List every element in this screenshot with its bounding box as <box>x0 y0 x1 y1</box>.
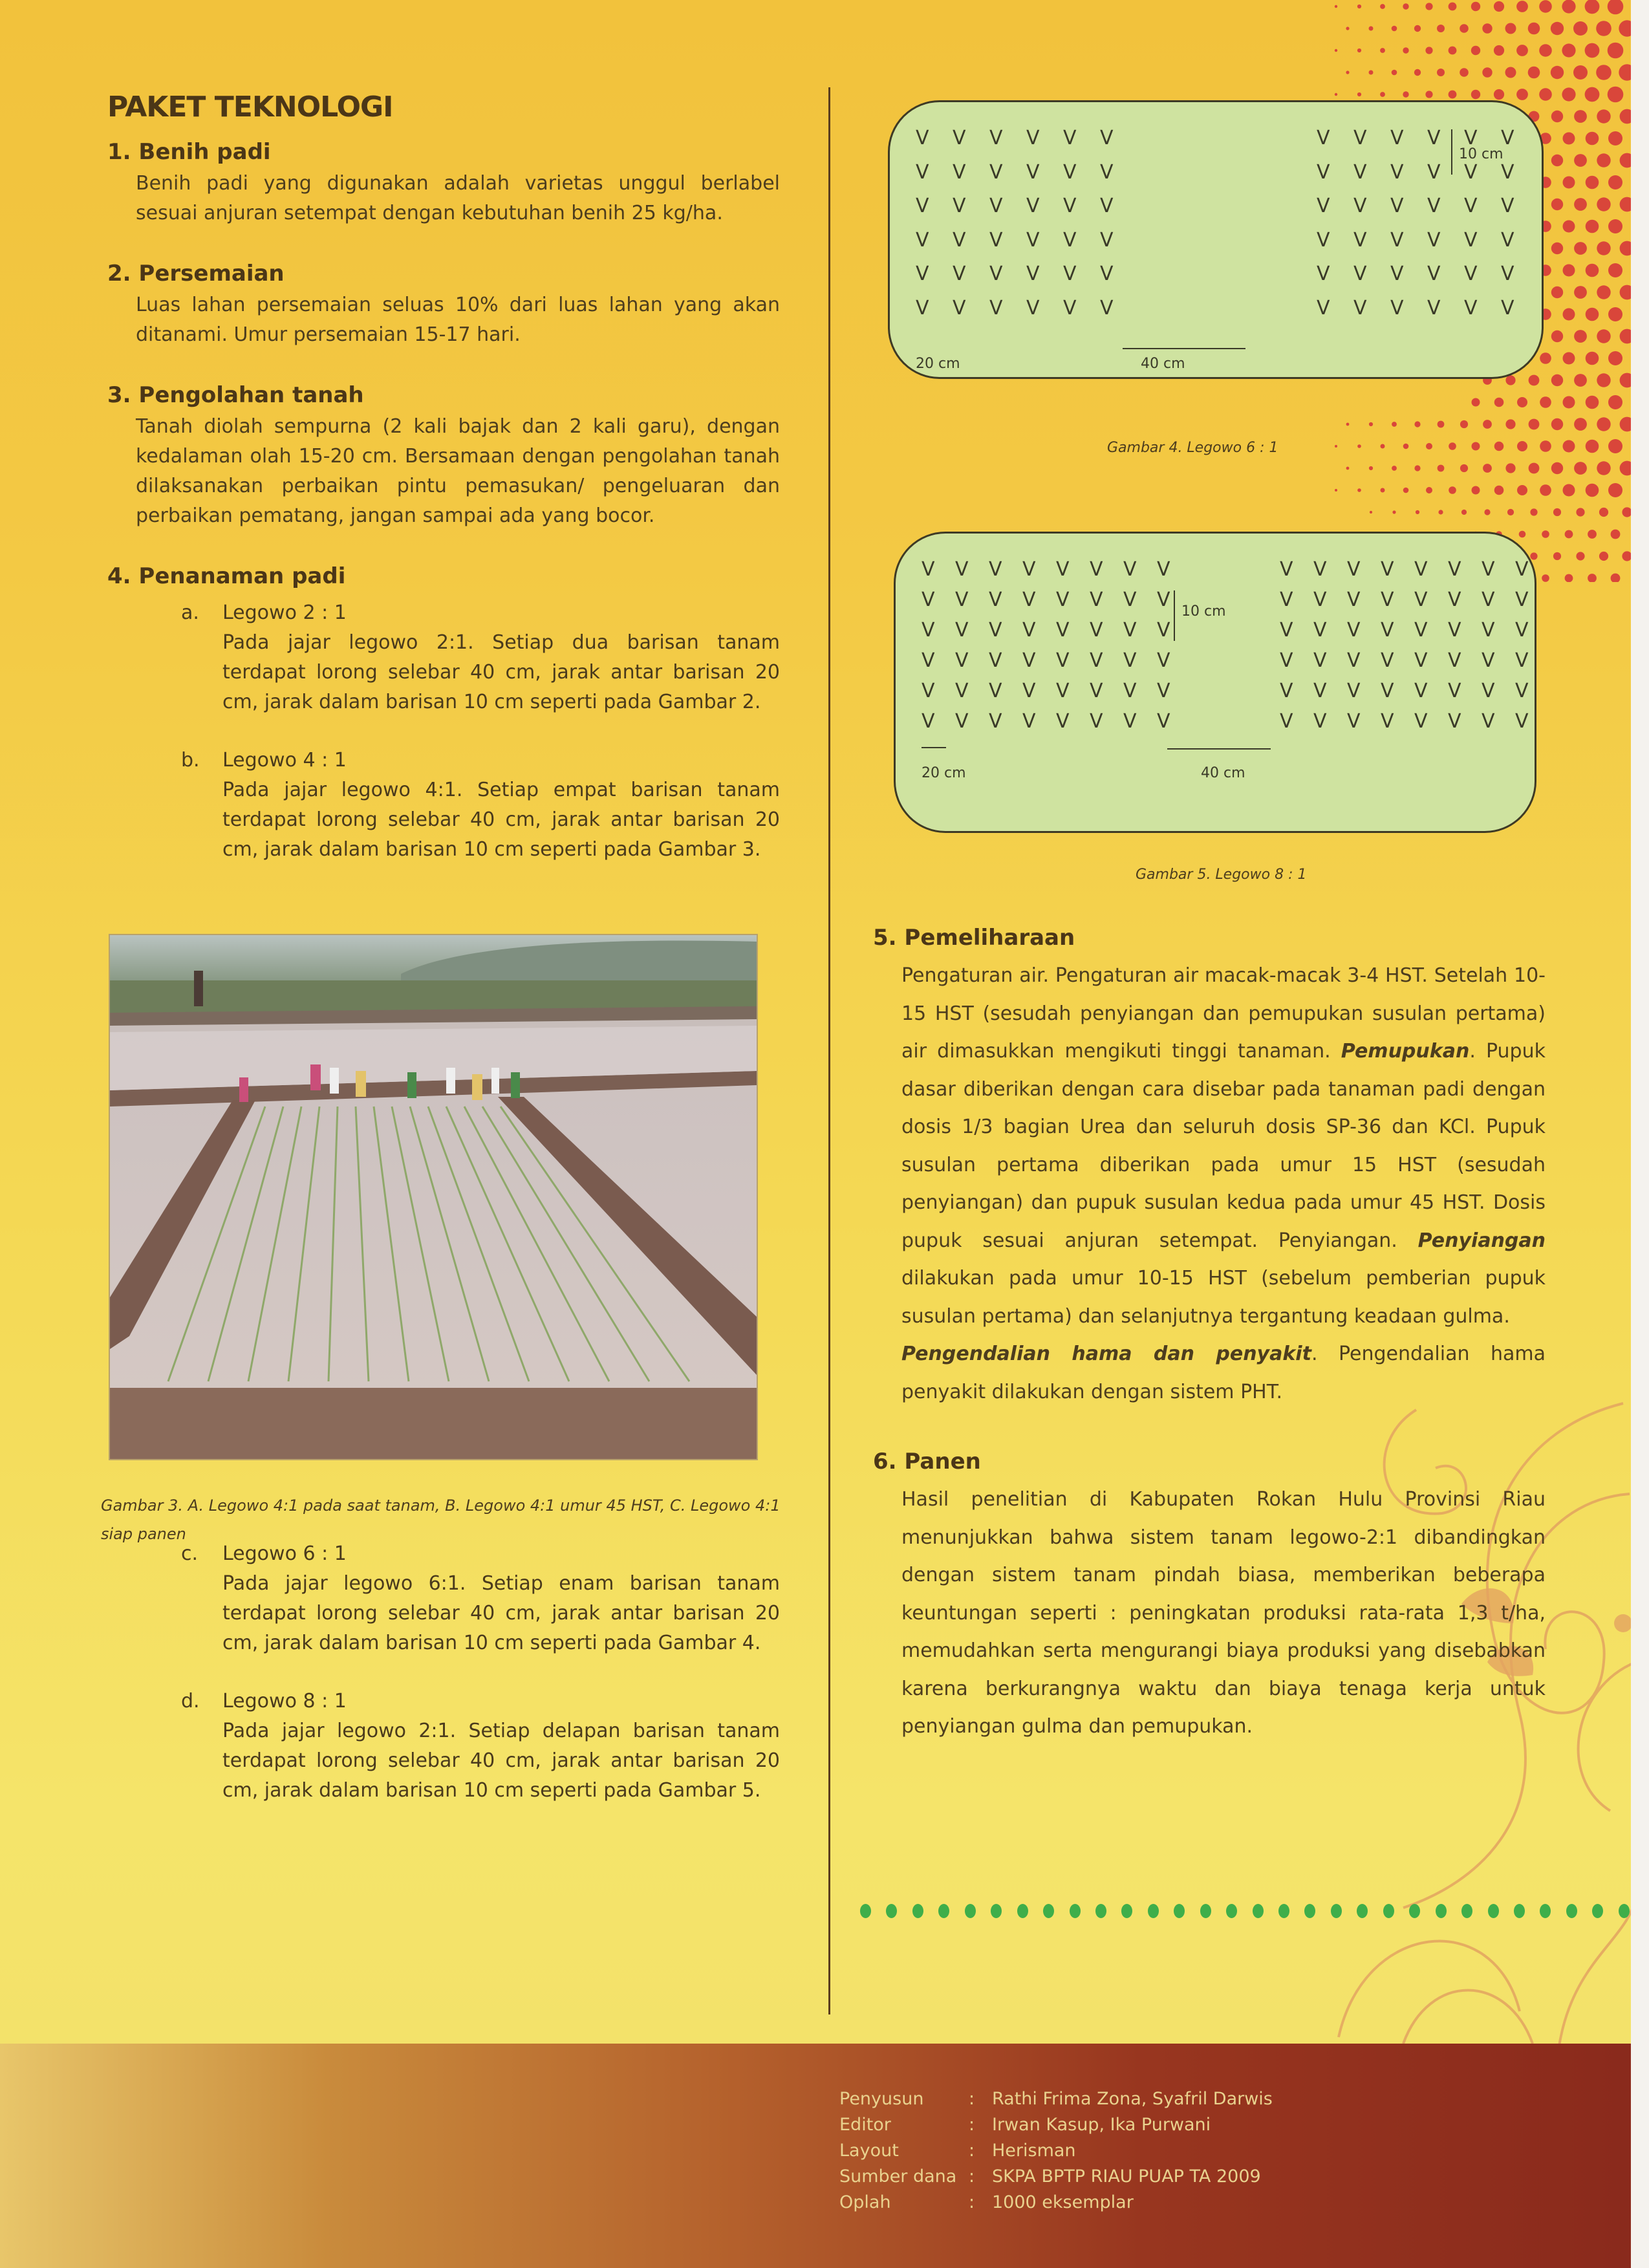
plant-mark: V <box>1313 649 1327 672</box>
plant-mark: V <box>1515 649 1529 672</box>
plant-mark: V <box>1157 680 1170 702</box>
green-dot <box>1043 1904 1054 1918</box>
credit-separator: : <box>969 2089 975 2109</box>
plant-mark: V <box>916 296 929 319</box>
legowo-8-1-diagram <box>894 532 1536 833</box>
inter-row-spacing-label: 20 cm <box>916 356 960 372</box>
plant-mark: V <box>989 649 1002 672</box>
plant-mark: V <box>1280 589 1293 611</box>
section-body <box>901 957 1546 1411</box>
plant-mark: V <box>1501 127 1514 149</box>
body-text: dilakukan pada umur 10-15 HST (sebelum pemberian pupuk susulan pertama) dan selanjutnya tergantung keadaan gulma. <box>901 1267 1546 1328</box>
green-dot <box>1331 1904 1342 1918</box>
plant-mark: V <box>1056 589 1070 611</box>
section-body: Luas lahan persemaian seluas 10% dari luas lahan yang akan ditanami. Umur persemaian 15-17 hari. <box>136 294 780 346</box>
plant-mark: V <box>989 589 1002 611</box>
section-heading: 1. Benih padi <box>107 139 271 165</box>
plant-mark: V <box>955 558 969 581</box>
plant-mark: V <box>1501 160 1514 184</box>
plant-mark: V <box>1427 263 1441 285</box>
plant-mark: V <box>1123 710 1137 733</box>
plant-mark: V <box>1482 680 1495 702</box>
plant-mark: V <box>1157 619 1170 642</box>
credit-value: 1000 eksemplar <box>992 2192 1134 2212</box>
planting-item-legowo-6-1 <box>181 1539 780 1658</box>
plant-mark: V <box>916 160 929 184</box>
plant-mark: V <box>1347 589 1361 611</box>
plant-mark: V <box>1123 649 1137 672</box>
plant-mark: V <box>1427 296 1441 319</box>
plant-mark: V <box>989 160 1003 184</box>
plant-mark: V <box>1464 228 1478 252</box>
plant-mark: V <box>1414 649 1428 672</box>
plant-mark: V <box>953 127 966 149</box>
photo-caption: Gambar 3. A. Legowo 4:1 pada saat tanam, B. Legowo 4:1 umur 45 HST, C. Legowo 4:1 siap panen <box>101 1496 781 1543</box>
lane-scale-line <box>1123 348 1245 349</box>
plant-mark: V <box>989 263 1003 285</box>
credit-key: Sumber dana <box>839 2166 957 2187</box>
plant-mark: V <box>1056 649 1070 672</box>
plant-mark: V <box>1090 710 1103 733</box>
green-dot <box>991 1904 1002 1918</box>
item-title: Legowo 4 : 1 <box>222 749 347 772</box>
plant-mark: V <box>1022 558 1036 581</box>
right-column <box>873 925 1546 1778</box>
plant-mark: V <box>921 558 935 581</box>
green-dot <box>886 1904 897 1918</box>
plant-mark: V <box>989 680 1002 702</box>
inter-row-scale-line <box>921 747 946 748</box>
plant-mark: V <box>1063 263 1077 285</box>
plant-mark: V <box>1482 589 1495 611</box>
section-heading: 6. Panen <box>873 1449 981 1474</box>
credit-value: Rathi Frima Zona, Syafril Darwis <box>992 2089 1273 2109</box>
green-dot <box>1461 1904 1472 1918</box>
plant-mark: V <box>1056 710 1070 733</box>
credit-row <box>839 2112 1273 2138</box>
plant-mark: V <box>1056 558 1070 581</box>
plant-mark: V <box>1515 589 1529 611</box>
plant-mark: V <box>1347 649 1361 672</box>
plant-mark: V <box>1501 263 1514 285</box>
credit-row <box>839 2164 1273 2190</box>
plant-mark: V <box>1022 589 1036 611</box>
item-body: Pada jajar legowo 2:1. Setiap delapan barisan tanam terdapat lorong selebar 40 cm, jarak antar barisan 20 cm, jarak dalam barisan 10 cm seperti pada Gambar 5. <box>222 1720 780 1802</box>
section-heading: 4. Penanaman padi <box>107 563 346 589</box>
green-dot <box>1174 1904 1185 1918</box>
plant-mark: V <box>1381 710 1394 733</box>
plant-mark: V <box>1123 619 1137 642</box>
green-dot <box>965 1904 976 1918</box>
plant-mark: V <box>1313 680 1327 702</box>
item-body: Pada jajar legowo 2:1. Setiap dua barisan tanam terdapat lorong selebar 40 cm, jarak antar barisan 20 cm, jarak dalam barisan 10 cm seperti pada Gambar 2. <box>222 631 780 713</box>
plant-mark: V <box>1353 127 1367 149</box>
plant-mark: V <box>921 589 935 611</box>
footer-band <box>0 2044 1631 2268</box>
emphasis-pemupukan: Pemupukan <box>1341 1040 1470 1063</box>
plant-mark: V <box>1280 649 1293 672</box>
plant-mark: V <box>1026 160 1040 184</box>
plant-mark: V <box>1347 558 1361 581</box>
green-dot <box>1514 1904 1525 1918</box>
green-dot <box>1148 1904 1159 1918</box>
planting-item-legowo-2-1 <box>181 598 780 717</box>
page-title: PAKET TEKNOLOGI <box>107 91 393 124</box>
rice-field-photo <box>109 934 758 1460</box>
plant-mark: V <box>916 263 929 285</box>
plant-mark: V <box>953 195 966 217</box>
plant-mark: V <box>1123 558 1137 581</box>
plant-mark: V <box>1390 296 1404 319</box>
plant-mark: V <box>989 195 1003 217</box>
plant-mark: V <box>955 619 969 642</box>
green-dot <box>1226 1904 1237 1918</box>
section-pengolahan-tanah <box>107 382 780 531</box>
plant-mark: V <box>1448 710 1461 733</box>
plant-mark: V <box>1482 619 1495 642</box>
plant-mark: V <box>989 558 1002 581</box>
plant-mark: V <box>1414 558 1428 581</box>
plant-mark: V <box>1056 680 1070 702</box>
credit-key: Layout <box>839 2141 899 2161</box>
plant-mark: V <box>1090 680 1103 702</box>
plant-mark: V <box>916 127 929 149</box>
plant-mark: V <box>1347 619 1361 642</box>
green-dot <box>1200 1904 1211 1918</box>
plant-mark: V <box>1317 263 1330 285</box>
plant-mark: V <box>916 195 929 217</box>
plant-mark: V <box>1390 263 1404 285</box>
plant-mark: V <box>1381 649 1394 672</box>
green-dot <box>1017 1904 1028 1918</box>
green-dot <box>1592 1904 1603 1918</box>
section-heading: 5. Pemeliharaan <box>873 925 1075 951</box>
lane-width-label: 40 cm <box>1141 356 1185 372</box>
plant-mark: V <box>1313 558 1327 581</box>
green-dot <box>1304 1904 1315 1918</box>
item-body: Pada jajar legowo 4:1. Setiap empat barisan tanam terdapat lorong selebar 40 cm, jarak antar barisan 20 cm, jarak dalam barisan 10 cm seperti pada Gambar 3. <box>222 779 780 861</box>
plant-mark: V <box>1353 160 1367 184</box>
credit-value: Irwan Kasup, Ika Purwani <box>992 2115 1211 2135</box>
credits-block <box>839 2086 1273 2216</box>
legowo-6-1-diagram <box>888 100 1544 379</box>
plant-mark: V <box>1448 589 1461 611</box>
item-title: Legowo 8 : 1 <box>222 1690 347 1712</box>
plant-mark: V <box>1317 160 1330 184</box>
row-spacing-label: 10 cm <box>1459 146 1503 162</box>
plant-mark: V <box>1515 558 1529 581</box>
emphasis-penyiangan: Penyiangan <box>1417 1229 1546 1252</box>
row-spacing-marker <box>1451 129 1452 175</box>
green-dot <box>1121 1904 1132 1918</box>
plant-mark: V <box>1515 680 1529 702</box>
credit-separator: : <box>969 2192 975 2212</box>
plant-mark: V <box>921 619 935 642</box>
left-column-continued <box>107 1539 780 1834</box>
body-text: Pengaturan air. Pengaturan air macak-macak 3-4 HST. Setelah 10-15 HST (sesudah penyiangan dan pemupukan susulan pertama) air dimasukkan mengikuti tinggi tanaman. <box>901 964 1546 1063</box>
row-spacing-label: 10 cm <box>1181 603 1226 620</box>
lane-width-label: 40 cm <box>1201 765 1245 781</box>
plant-mark: V <box>1353 263 1367 285</box>
green-dot <box>1095 1904 1106 1918</box>
plant-mark: V <box>1123 589 1137 611</box>
plant-mark: V <box>1022 649 1036 672</box>
credit-row <box>839 2190 1273 2216</box>
section-body: Benih padi yang digunakan adalah varietas unggul berlabel sesuai anjuran setempat dengan kebutuhan benih 25 kg/ha. <box>136 172 780 224</box>
plant-mark: V <box>1448 649 1461 672</box>
plant-mark: V <box>1464 160 1478 184</box>
green-dot <box>1436 1904 1447 1918</box>
plant-mark: V <box>1414 680 1428 702</box>
emphasis-pengendalian-hama: Pengendalian hama dan penyakit <box>901 1343 1311 1365</box>
credit-separator: : <box>969 2166 975 2187</box>
left-column <box>107 91 780 893</box>
plant-mark: V <box>1381 619 1394 642</box>
credit-key: Penyusun <box>839 2089 924 2109</box>
section-penanaman-padi <box>107 563 780 865</box>
plant-mark: V <box>1100 195 1114 217</box>
plant-mark: V <box>1280 710 1293 733</box>
plant-mark: V <box>955 710 969 733</box>
plant-mark: V <box>1026 228 1040 252</box>
plant-mark: V <box>1448 619 1461 642</box>
plant-mark: V <box>1353 296 1367 319</box>
plant-mark: V <box>1022 710 1036 733</box>
credit-separator: : <box>969 2141 975 2161</box>
planting-item-legowo-8-1 <box>181 1687 780 1806</box>
plant-mark: V <box>1381 558 1394 581</box>
plant-mark: V <box>1515 619 1529 642</box>
plant-mark: V <box>1390 195 1404 217</box>
row-spacing-marker <box>1174 590 1175 641</box>
body-text: . Pengendalian hama penyakit dilakukan dengan sistem PHT. <box>901 1343 1546 1403</box>
plant-mark: V <box>1317 228 1330 252</box>
plant-mark: V <box>1313 589 1327 611</box>
plant-mark: V <box>1427 195 1441 217</box>
figure-caption: Gambar 5. Legowo 8 : 1 <box>1136 867 1307 883</box>
plant-mark: V <box>1026 195 1040 217</box>
plant-mark: V <box>1313 619 1327 642</box>
plant-mark: V <box>1448 558 1461 581</box>
plant-mark: V <box>1063 160 1077 184</box>
credit-key: Editor <box>839 2115 891 2135</box>
item-letter: c. <box>181 1542 199 1565</box>
credit-row <box>839 2086 1273 2112</box>
section-heading: 3. Pengolahan tanah <box>107 382 364 408</box>
plant-mark: V <box>1501 228 1514 252</box>
green-dot <box>1070 1904 1081 1918</box>
plant-mark: V <box>1100 263 1114 285</box>
plant-mark: V <box>989 619 1002 642</box>
plant-mark: V <box>921 680 935 702</box>
plant-mark: V <box>1157 649 1170 672</box>
credit-value: Herisman <box>992 2141 1076 2161</box>
plant-mark: V <box>1427 160 1441 184</box>
plant-mark: V <box>1482 558 1495 581</box>
green-dot <box>1253 1904 1264 1918</box>
plant-mark: V <box>1313 710 1327 733</box>
plant-mark: V <box>1381 680 1394 702</box>
plant-mark: V <box>1464 296 1478 319</box>
body-text: . Pupuk dasar diberikan dengan cara disebar pada tanaman padi dengan dosis 1/3 bagian Urea dan seluruh dosis SP-36 dan KCl. Pupuk susulan pertama diberikan pada umur 15 HST (sesudah penyiangan) dan pupuk susulan kedua pada umur 45 HST. Dosis pupuk sesuai anjuran setempat. Penyiangan. <box>901 1040 1546 1252</box>
page-edge <box>1631 0 1649 2268</box>
plant-mark: V <box>1414 619 1428 642</box>
plant-mark: V <box>953 263 966 285</box>
plant-mark: V <box>1464 195 1478 217</box>
item-letter: a. <box>181 601 199 624</box>
plant-mark: V <box>1381 589 1394 611</box>
green-dot <box>938 1904 949 1918</box>
plant-mark: V <box>1353 228 1367 252</box>
plant-mark: V <box>1090 649 1103 672</box>
green-dot <box>1566 1904 1577 1918</box>
plant-mark: V <box>1090 589 1103 611</box>
plant-mark: V <box>1427 127 1441 149</box>
green-dot <box>860 1904 871 1918</box>
plant-mark: V <box>921 710 935 733</box>
plant-mark: V <box>1390 127 1404 149</box>
plant-mark: V <box>1280 680 1293 702</box>
plant-mark: V <box>953 160 966 184</box>
plant-mark: V <box>1414 589 1428 611</box>
plant-mark: V <box>1353 195 1367 217</box>
plant-mark: V <box>989 296 1003 319</box>
plant-mark: V <box>1482 710 1495 733</box>
lane-scale-line <box>1167 748 1271 750</box>
plant-mark: V <box>1022 619 1036 642</box>
plant-mark: V <box>1063 127 1077 149</box>
plant-mark: V <box>1427 228 1441 252</box>
plant-mark: V <box>1317 296 1330 319</box>
section-body: Hasil penelitian di Kabupaten Rokan Hulu Provinsi Riau menunjukkan bahwa sistem tanam legowo-2:1 dibandingkan dengan sistem tanam pindah biasa, memberikan beberapa keuntungan seperti : peningkatan produksi rata-rata 1,3 t/ha, memudahkan serta mengurangi biaya produksi yang disebabkan karena berkurangnya waktu dan biaya tenaga kerja untuk penyiangan gulma dan pemupukan. <box>901 1488 1546 1738</box>
section-pemeliharaan <box>873 925 1546 1411</box>
plant-mark: V <box>1390 228 1404 252</box>
plant-mark: V <box>955 589 969 611</box>
plant-mark: V <box>953 296 966 319</box>
green-dot <box>1357 1904 1368 1918</box>
green-dot <box>1540 1904 1551 1918</box>
green-dot <box>912 1904 923 1918</box>
green-dot <box>1488 1904 1499 1918</box>
green-dot <box>1383 1904 1394 1918</box>
credit-row <box>839 2138 1273 2164</box>
plant-mark: V <box>1280 558 1293 581</box>
plant-mark: V <box>1100 160 1114 184</box>
plant-mark: V <box>1501 195 1514 217</box>
column-divider <box>828 87 830 2014</box>
plant-mark: V <box>1090 619 1103 642</box>
section-persemaian <box>107 261 780 350</box>
plant-mark: V <box>989 228 1003 252</box>
section-panen <box>873 1449 1546 1746</box>
plant-mark: V <box>989 710 1002 733</box>
plant-mark: V <box>1317 195 1330 217</box>
plant-mark: V <box>1317 127 1330 149</box>
plant-mark: V <box>1056 619 1070 642</box>
plant-mark: V <box>1390 160 1404 184</box>
plant-mark: V <box>1464 263 1478 285</box>
item-letter: b. <box>181 749 200 772</box>
plant-mark: V <box>1414 710 1428 733</box>
plant-mark: V <box>1515 710 1529 733</box>
plant-mark: V <box>916 228 929 252</box>
plant-mark: V <box>1347 680 1361 702</box>
plant-mark: V <box>1026 127 1040 149</box>
plant-mark: V <box>955 680 969 702</box>
green-dot-divider <box>860 1901 1630 1921</box>
green-dot <box>1619 1904 1630 1918</box>
plant-mark: V <box>1464 127 1478 149</box>
item-title: Legowo 6 : 1 <box>222 1542 347 1565</box>
section-benih-padi <box>107 139 780 228</box>
plant-mark: V <box>1157 558 1170 581</box>
figure-caption: Gambar 4. Legowo 6 : 1 <box>1107 440 1278 456</box>
green-dot <box>1409 1904 1420 1918</box>
plant-mark: V <box>1100 228 1114 252</box>
plant-mark: V <box>921 649 935 672</box>
item-body: Pada jajar legowo 6:1. Setiap enam barisan tanam terdapat lorong selebar 40 cm, jarak antar barisan 20 cm, jarak dalam barisan 10 cm seperti pada Gambar 4. <box>222 1572 780 1654</box>
plant-mark: V <box>1063 228 1077 252</box>
plant-mark: V <box>955 649 969 672</box>
inter-row-spacing-label: 20 cm <box>921 765 966 781</box>
plant-mark: V <box>989 127 1003 149</box>
plant-mark: V <box>953 228 966 252</box>
item-title: Legowo 2 : 1 <box>222 601 347 624</box>
item-letter: d. <box>181 1690 200 1712</box>
section-body: Tanah diolah sempurna (2 kali bajak dan 2 kali garu), dengan kedalaman olah 15-20 cm. Bersamaan dengan pengolahan tanah dilaksanakan perbaikan pintu pemasukan/ pengeluaran dan perbaikan pematang, jangan sampai ada yang bocor. <box>136 415 780 527</box>
plant-mark: V <box>1501 296 1514 319</box>
plant-mark: V <box>1026 296 1040 319</box>
credit-separator: : <box>969 2115 975 2135</box>
green-dot <box>1278 1904 1289 1918</box>
credit-key: Oplah <box>839 2192 891 2212</box>
credit-value: SKPA BPTP RIAU PUAP TA 2009 <box>992 2166 1261 2187</box>
section-heading: 2. Persemaian <box>107 261 285 286</box>
plant-mark: V <box>1100 127 1114 149</box>
plant-mark: V <box>1123 680 1137 702</box>
plant-mark: V <box>1157 589 1170 611</box>
plant-mark: V <box>1022 680 1036 702</box>
plant-mark: V <box>1482 649 1495 672</box>
plant-mark: V <box>1063 296 1077 319</box>
plant-mark: V <box>1280 619 1293 642</box>
plant-mark: V <box>1100 296 1114 319</box>
plant-mark: V <box>1347 710 1361 733</box>
plant-mark: V <box>1157 710 1170 733</box>
plant-mark: V <box>1090 558 1103 581</box>
plant-mark: V <box>1063 195 1077 217</box>
planting-item-legowo-4-1 <box>181 746 780 865</box>
plant-mark: V <box>1026 263 1040 285</box>
plant-mark: V <box>1448 680 1461 702</box>
